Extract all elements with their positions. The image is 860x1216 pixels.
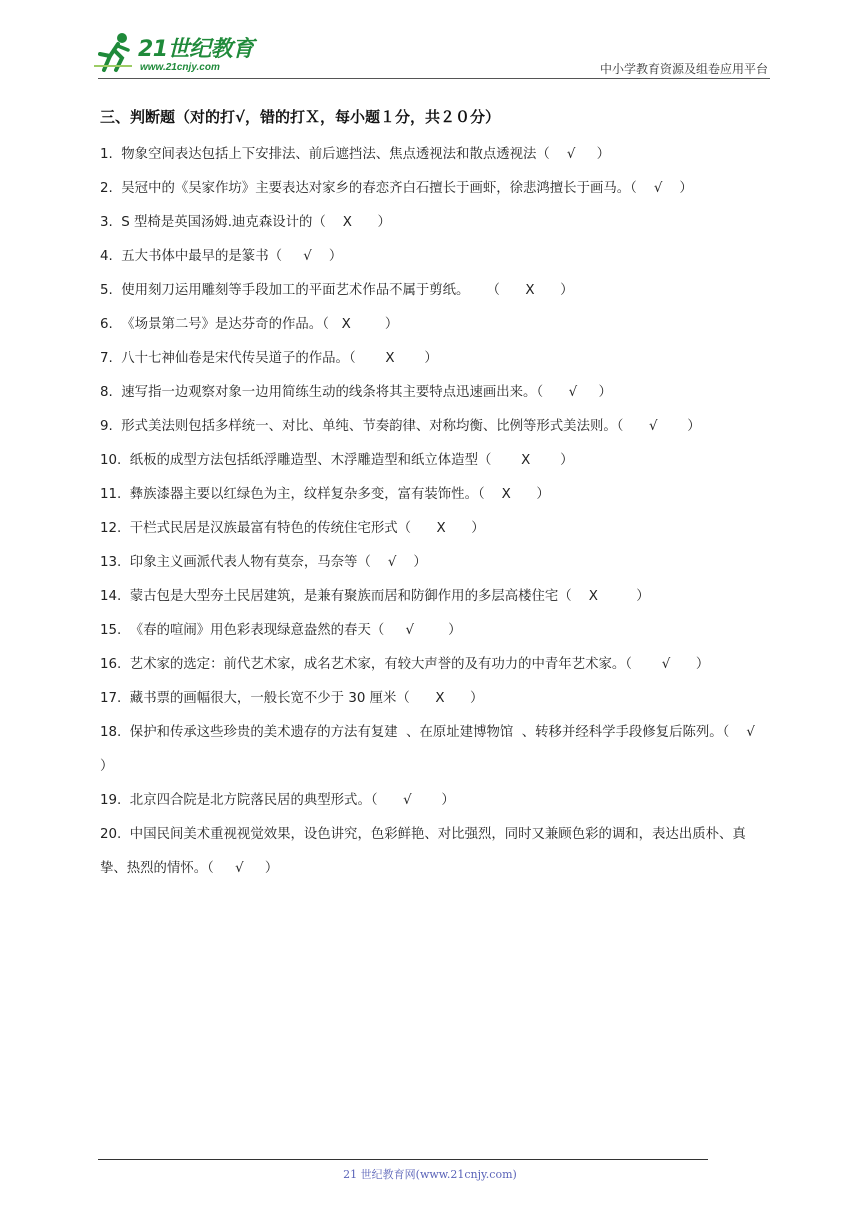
- question-item: 17. 藏书票的画幅很大，一般长宽不少于 30 厘米（ X ）: [100, 691, 484, 706]
- question-item: 13. 印象主义画派代表人物有莫奈，马奈等（ √ ）: [100, 555, 427, 570]
- question-item: 11. 彝族漆器主要以红绿色为主，纹样复杂多变，富有装饰性。（ X ）: [100, 487, 550, 502]
- question-item: 16. 艺术家的选定：前代艺术家，成名艺术家，有较大声誉的及有功力的中青年艺术家。（ √ ）: [100, 657, 710, 672]
- footer-divider: [98, 1159, 708, 1160]
- question-item: 4. 五大书体中最早的是篆书（ √ ）: [100, 249, 343, 264]
- question-list: [100, 138, 777, 886]
- question-item: 3. S 型椅是英国汤姆.迪克森设计的（ X ）: [100, 215, 391, 230]
- logo: [92, 30, 262, 78]
- platform-name: 中小学教育资源及组卷应用平台: [599, 62, 768, 76]
- footer-text: 21 世纪教育网(www.21cnjy.com): [343, 1168, 517, 1181]
- question-item: 18. 保护和传承这些珍贵的美术遗存的方法有复建 、在原址建博物馆 、转移并经科学手段修复后陈列。（ √ ）: [100, 725, 777, 774]
- question-item: 1. 物象空间表达包括上下安排法、前后遮挡法、焦点透视法和散点透视法（ √ ）: [100, 147, 611, 162]
- header-divider: [98, 78, 770, 79]
- question-item: 14. 蒙古包是大型夯土民居建筑，是兼有聚族而居和防御作用的多层高楼住宅（ X ）: [100, 589, 650, 604]
- runner-logo-icon: [92, 30, 138, 76]
- question-item: 6. 《场景第二号》是达芬奇的作品。（ X ）: [100, 317, 399, 332]
- question-item: 12. 干栏式民居是汉族最富有特色的传统住宅形式（ X ）: [100, 521, 485, 536]
- section-title: 三、判断题（对的打√，错的打Ｘ，每小题１分，共２０分）: [100, 108, 501, 126]
- question-item: 9. 形式美法则包括多样统一、对比、单纯、节奏韵律、对称均衡、比例等形式美法则。（ √ ）: [100, 419, 701, 434]
- logo-url: www.21cnjy.com: [140, 62, 220, 73]
- question-item: 20. 中国民间美术重视视觉效果，设色讲究，色彩鲜艳、对比强烈，同时又兼顾色彩的调和，表达出质朴、真挚、热烈的情怀。（ √ ）: [100, 827, 746, 876]
- question-item: 8. 速写指一边观察对象一边用简练生动的线条将其主要特点迅速画出来。（ √ ）: [100, 385, 612, 400]
- logo-text: 21世纪教育: [138, 37, 254, 62]
- page-header: [0, 0, 860, 84]
- question-item: 19. 北京四合院是北方院落民居的典型形式。（ √ ）: [100, 793, 455, 808]
- question-item: 7. 八十七神仙卷是宋代传吴道子的作品。（ X ）: [100, 351, 438, 366]
- question-item: 5. 使用刻刀运用雕刻等手段加工的平面艺术作品不属于剪纸。 （ X ）: [100, 283, 574, 298]
- question-item: 15. 《春的喧闹》用色彩表现绿意盎然的春天（ √ ）: [100, 623, 462, 638]
- question-item: 10. 纸板的成型方法包括纸浮雕造型、木浮雕造型和纸立体造型（ X ）: [100, 453, 574, 468]
- question-item: 2. 吴冠中的《吴家作坊》主要表达对家乡的春恋齐白石擅长于画虾，徐悲鸿擅长于画马。（ √ ）: [100, 181, 693, 196]
